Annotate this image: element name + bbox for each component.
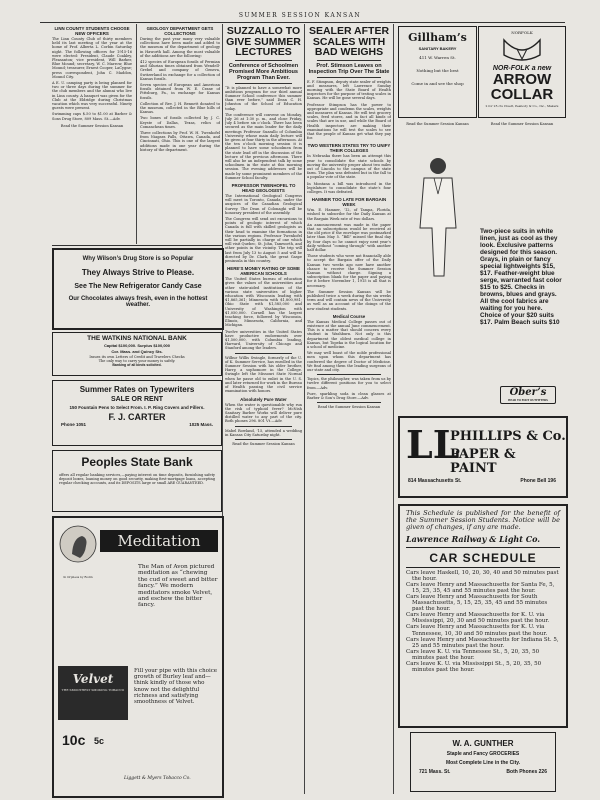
velvet-price: 10c	[62, 732, 86, 748]
schedule-row: Cars leave Henry and Massachusetts for K. U. via Mississippi, 20, 30 and 50 minutes past the hour.	[406, 612, 550, 625]
schedule-row: Cars leave Henry and Massachusetts for K. U. via Tennessee, 10, 30 and 50 minutes past the hour.	[406, 624, 548, 637]
schedule-row: Cars leave K. U. via Tennessee St., 5, 20, 35, 50 minutes past the hour.	[406, 648, 540, 661]
gillham-name: Gillham’s	[408, 31, 467, 44]
peoples-name: Peoples State Bank	[81, 455, 193, 469]
headline-rule	[317, 60, 381, 61]
obers-logo	[500, 386, 556, 404]
wilson-heading: Our Chocolates always fresh, even in the hottest weather.	[68, 296, 208, 308]
wilsons-drug-store-ad	[52, 248, 224, 330]
watkins-line: The only way to carry your money is safely.	[98, 359, 176, 363]
article-paragraph: Wm. E. Hamner, ’12, of Tampa, Florida, wished to subscribe for the Daily Kansan at the Bargain Week rate of two dollars.	[307, 208, 391, 221]
article-paragraph: Wilbur Willis Swingle, formerly of the U. of K. Summer Service, has enrolled in the Summer Session with his older brother, Harry, a sophomore in the College. Swingle left the Missouri State Normal when he passe old to enlist in the U. S. and later returned for work in the Bureau of Health passing the civil service examination with honors.	[225, 355, 302, 394]
phillips-paint-ad	[398, 416, 568, 498]
schedule-row: Cars leave Henry and Massachusetts for Indiana St. 5, 25 and 55 minutes past the hour.	[406, 636, 559, 649]
article-paragraph: Two boxes of fossils collected by J. C. Keyste of Dallas, Texas, relics of Comanchean times.	[140, 116, 220, 129]
article-paragraph: The United States bureau of education gives the values of the universities and other state-aided institutions of the various state universities of higher education with Wisconsin leading with $1,865,361; Minnesota with $1,800,981; Ohio State with $1,585,000 and University of Washington with $1,050,000. Cornell has the largest teaching force, followed by Wisconsin, Illinois, Minnesota, California, and Michigan.	[225, 277, 302, 328]
article-paragraph: Pure, sparkling soda in clean glasses at Barber & Son’s Drug Store.—Adv.	[307, 391, 391, 401]
phillips-name: PAPER & PAINT	[450, 447, 516, 476]
velvet-brand: Velvet	[72, 672, 114, 686]
gunther-name: W. A. GUNTHER	[452, 739, 514, 748]
article-paragraph: Those students who were not financially able to accept the Bargain offer of the Daily Kansan two weeks ago now have another chance to receive the Summer Session Kansan without charge. Signing a subscription blank for the paper and paying for it before November 1, 1915 is all that is necessary.	[307, 254, 391, 288]
watkins-line: Issues its own Letters of Credit and Travelers Checks	[89, 355, 185, 359]
velvet-signature: Liggett & Myers Tobacco Co.	[124, 776, 191, 781]
schedule-row: Cars leave K. U. via Mississippi St., 5, 20, 35, 50 minutes past the hour.	[406, 661, 542, 674]
article-paragraph: “It is planned to have a somewhat more ambitious program for our third annual Summer School conference this summer than ever before,” said Dean C. H. Johnston of the School of Education today.	[225, 85, 302, 111]
column-rule	[304, 24, 305, 794]
headline-linn-county: LINN COUNTY STUDENTS CHOOSE NEW OFFICERS	[54, 26, 130, 36]
carter-phone: Phone 1051	[61, 422, 87, 427]
headline-pure-water: Absolutely Pure Water	[240, 396, 287, 402]
phillips-phone: Phone Bell 196	[520, 478, 556, 484]
column-rule	[136, 24, 137, 244]
watkins-line: Banking of all kinds solicited.	[112, 363, 162, 367]
article-paragraph: The Linn County Club of thirty members held its last meeting of the year at the home of Prof. Alberta L. Corbin Saturday night. The following officers for 1915-16 were elected: President, Claude Coakley, Pleasanton; vice president, Will Barker, Blue Mound; secretary, W. C. Marrow, Blue Mound; treasurer, Ernest Cooper, LaCygne; press correspondent, John C. Maddox, Mound City.	[52, 37, 132, 79]
article-paragraph: In Montana a bill was introduced in the legislature to consolidate the state’s four colleges. It was defeated.	[307, 181, 391, 194]
gunther-groceries-ad	[410, 732, 556, 792]
subhead-conference: Conference of Schoolmen Promised More Ambitious Program Than Ever.	[228, 62, 299, 81]
schedule-row: Cars leave Henry and Massachusetts for Santa Fe, 5, 15, 25, 35, 45 and 55 minutes past the hour.	[406, 581, 555, 594]
article-paragraph: We may well boast of the noble professional men upon whom this department has conferred the degree of Doctor of Medicine. We find among them the leading surgeons of our state and city.	[307, 351, 391, 373]
headline-sealer: SEALER AFTER SCALES WITH BAD WEIGHS	[308, 26, 390, 58]
emblem-caption: In Orpheus by Rodin	[63, 575, 93, 579]
wilson-heading: They Always Strive to Please.	[81, 268, 195, 277]
thinker-emblem	[58, 524, 98, 579]
article-paragraph: In Nebraska there has been an attempt this year to consolidate the state schools by moving the university proper about two miles out of Lincoln to the campus of the state farm. The plan was defeated but in the fall to a popular vote of the state.	[307, 154, 391, 180]
section-rule	[52, 245, 222, 246]
headline-money-rating: HERE’S MONEY RATING OF SOME AMERICAN SCHOOLS	[227, 266, 300, 277]
obers-body: Two-piece suits in white linen, just as cool as they look. Exclusive patterns designed for this season. Grays, in plain or fancy special lightweights $15, $17. Feather-weight blue serge, warranted fast color $15 to $25. Checks in browns, blues and grays. All the cool fabrics are waiting for you here. Choice of your $20 suits $17. Palm Beach suits $10	[480, 228, 562, 326]
column-sealer	[307, 26, 391, 792]
headline-rule	[235, 83, 292, 84]
obers-clothing-ad	[398, 132, 564, 412]
phillips-name: PHILLIPS & Co.	[450, 429, 566, 444]
man-in-suit-illustration	[398, 150, 476, 282]
wilson-heading: See The New Refrigerator Candy Case	[74, 283, 202, 290]
headline-rule	[317, 77, 381, 78]
article-paragraph: Seven species of European and American fossils obtained from W. E. Crane of Pittsburg, Pa., in exchange for Kansas fossils.	[140, 83, 220, 100]
article-paragraph: The Congress will send out excursions to points of geologic interest of which Canada is full with skilled geologists as their head to examine the formations in the various regions. Professor Twenhofel will be partially in charge of one which will visit Quebec, St. John, Tamworth, and other points in the vicinity. The trip will last from July 13 to August 5 and will be directed by Dr. Clark, the great Gaspe peninsula in this country.	[225, 216, 302, 264]
gillham-subtitle: SANITARY BAKERY	[418, 46, 457, 51]
watkins-bank-ad	[52, 332, 222, 376]
article-paragraph: Swimming caps $.50 to $1.00 at Barber & Sons Drug Store, 809 Mass. St.—Adv.	[52, 112, 132, 121]
collar-illustration	[479, 35, 565, 65]
article-paragraph: The Kansas Medical College passes out of existence at the annual June commencement. This is a matter that should concern every student in Washburn. Not only is this department the oldest medical college in Kansas, but Topeka is the logical location for a school of medicine.	[307, 319, 391, 350]
section-rule	[235, 353, 292, 354]
obers-logo-text: Ober’s	[509, 387, 547, 398]
article-paragraph: 412 species of European fossils of Permian and Silurian times obtained from Wendell-Grebel and company of Geneva, Switzerland in exchange for a collection of Kansas fossils.	[140, 60, 220, 81]
read-kansan-note: Read the Summer Session Kansan	[60, 123, 124, 128]
column-geology	[140, 26, 220, 234]
schedule-note: This Schedule is published for the benefit of the Summer Session Students. Notice will be given of changes, if any are made.	[406, 509, 560, 532]
read-kansan-note: Read the Summer Session Kansan	[490, 122, 554, 126]
headline-rule	[235, 60, 292, 61]
gunther-phone: Both Phones 226	[506, 769, 547, 775]
velvet-body: The Man of Avon pictured meditation as “chewing the cud of sweet and bitter fancy.” We modern meditators smoke Velvet, and eschew the bitter fancy.	[138, 564, 218, 609]
article-paragraph: The Summer Session Kansan will be published twice a week during the six weeks term and will contain news of the University as well as an account of the doings of the new student students.	[307, 289, 391, 311]
schedule-row: Cars leave Haskell, 10, 20, 30, 40 and 50 minutes past the hour.	[406, 569, 559, 582]
wilson-heading: Why Wilson’s Drug Store is so Popular	[82, 256, 194, 262]
peoples-body: offers all regular banking services,—paying interest on time deposits, furnishing safety deposit boxes, loaning money on good security, making first-mortgage loans, accepting regular checking accounts, and its DEPOSITS large or small ARE GUARANTEED.	[59, 473, 215, 485]
article-paragraph: E. F. Stimpson, deputy state sealer of weights and measures, left Lawrence Sunday morning with the State Board of Health inspectors for the purpose of testing scales in Kansas. He will be gone several days.	[307, 79, 391, 101]
article-paragraph: When the water is questionable why run the risk of typhoid fever? McNish Sanitary Barber Works will deliver pure distilled water to any part of the city. Both phones 296. 801 Vt.—Adv.	[225, 402, 302, 424]
section-rule	[317, 402, 381, 403]
carter-heading: Summer Rates on Typewriters	[79, 385, 195, 394]
article-paragraph: Collection of Rev. J. H. Bennett donated to the museum, collected in the Blue hills of Kansas.	[140, 101, 220, 115]
schedule-title: CAR SCHEDULE	[429, 550, 537, 565]
masthead-rule	[40, 22, 565, 23]
thinker-icon	[58, 524, 98, 572]
article-paragraph: During the past year many very valuable collections have been made and added to the museum of the department of geology in Haworth hall. Among the most valuable of the additions are the following:	[140, 37, 220, 58]
read-kansan-note: Read the Summer Session Kansan	[317, 405, 381, 410]
headline-hamner: HAMNER TOO LATE FOR BARGAIN WEEK	[311, 197, 387, 208]
section-rule	[235, 426, 292, 427]
column-linn-county	[52, 26, 132, 234]
watkins-name: THE WATKINS NATIONAL BANK	[87, 335, 187, 342]
arrow-footer: 2 for 25 cts Cluett, Peabody & Co., Inc., Makers	[485, 104, 559, 108]
article-paragraph: A E. U. camping party is being planned for two or three days during the summer for the club members and the alumni who live in Linn county. A banquet was given for the Club at the Eldridge during Christmas vacation which was very successful. Ninety guests were present.	[52, 81, 132, 111]
subhead-stimson: Prof. Stimson Leaves on Inspection Trip Over The State	[308, 62, 390, 75]
carter-typewriter-ad	[52, 380, 222, 446]
velvet-price: 5c	[94, 736, 105, 746]
schedule-row: Cars leave Henry and Massachusetts for South Massachusetts, 5, 15, 25, 35, 45 and 55 minutes past the hour.	[406, 593, 548, 613]
gillham-line: Nothing but the best	[416, 68, 459, 73]
velvet-tin-image	[58, 666, 128, 720]
section-rule	[235, 439, 292, 440]
gunther-subtitle: Staple and Fancy GROCERIES	[446, 751, 520, 757]
arrow-title: COLLAR	[490, 86, 554, 103]
carter-heading: SALE OR RENT	[110, 396, 164, 403]
read-kansan-note: Read the Summer Session Kansan	[406, 122, 469, 126]
article-paragraph: Mabel Rowland, ’15, attended a wedding in Kansas City Saturday night.	[225, 428, 302, 437]
velvet-brand-subtitle: THE SMOOTHEST SMOKING TOBACCO	[61, 688, 125, 692]
velvet-tobacco-ad	[52, 516, 224, 798]
headline-medical-course: Medical Course	[332, 313, 366, 319]
read-kansan-note: Read the Summer Session Kansan	[232, 441, 295, 446]
schedule-list	[400, 568, 566, 674]
gillham-address: 411 W. Warren St.	[419, 55, 456, 60]
article-paragraph: Professor Stimpson has the power to appropriate and condemn the scales, weights and measures of Kansas. He will test grocery scales, feed stores, and in fact all kinds of scales that are in use, and while the Board of Health inspectors are making their examinations he will test the scales to see that the people of Kansas get what they pay for.	[307, 102, 391, 141]
phillips-monogram: LL	[406, 422, 460, 467]
headline-geology: GEOLOGY DEPARTMENT GETS COLLECTIONS	[146, 26, 214, 36]
gillham-line: Come in and see the shop	[411, 81, 464, 86]
article-paragraph: An announcement was made in the paper that no subscriptions would be received at the old price if the envelope was postmarked later than May 5. “Bill” missed the final day by four days so he cannot enjoy next year’s daily without “coming through” with another half dollar.	[307, 222, 391, 252]
article-paragraph: Three collections by Prof. W. H. Twenhofel from Niagara Falls, Ottawa, Canada, and Cincinnati, Ohio. This is one of the largest additions made in one year during the history of the department.	[140, 131, 220, 152]
gunther-address: 721 Mass. St.	[419, 769, 451, 775]
article-paragraph: Twelve universities in the United States have productive endowments over $1,500,000, with Columbia leading, Harvard, University of Chicago and Stanford among the leaders.	[225, 329, 302, 351]
headline-twenhofel: PROFESSOR TWENHOFEL TO HEAD GEOLOGISTS	[231, 182, 296, 193]
column-suzzallo	[225, 26, 302, 792]
article-paragraph: The conference will convene on Monday, July 26 at 1:30 p. m., and close Friday, July 4 before six o’clock. There has been secured as the main leader for the daily meetings Professor Suzzallo of Columbia University whose main daily lecture will be given at four thirty in the afternoon. At the ten o’clock morning session it is planned to have some schoolmen from the state lead off in the discussion of the lecture of the previous afternoon. There will also be an independent talk by some schoolmen in the state at this morning session. The evening addresses will be made by some prominent members of the Summer School faculty.	[225, 112, 302, 180]
watkins-capital: Capital $100,000. Surplus $100,000	[103, 343, 171, 348]
arrow-brand: NORFOLK	[511, 30, 533, 35]
masthead: SUMMER SESSION KANSAN	[238, 12, 362, 19]
column-rule	[393, 24, 394, 794]
article-paragraph: Topics, the philosopher, was taken from us by twelve different positions for you to select from.—Adv.	[307, 377, 391, 390]
headline-western-states: TWO WESTERN STATES TRY TO UNIFY THEIR COLLEGES	[307, 143, 391, 154]
phillips-address: 814 Massachusetts St.	[408, 478, 462, 484]
headline-suzzallo: SUZZALLO TO GIVE SUMMER LECTURES	[226, 26, 301, 58]
car-schedule	[398, 504, 568, 728]
schedule-company: Lawrence Railway & Light Co.	[406, 533, 541, 544]
arrow-collar-ad	[478, 26, 566, 118]
carter-address: 1025 Mass.	[189, 422, 213, 427]
carter-heading: 150 Fountain Pens to Select From. I. P. Ring Covers and Fillers.	[69, 405, 205, 410]
gillham-bakery-ad	[398, 26, 477, 118]
arrow-tagline: NOR-FOLK a new	[492, 65, 552, 72]
gunther-line: Most Complete Line in the City.	[445, 760, 521, 766]
carter-name: F. J. CARTER	[108, 412, 166, 422]
watkins-address: Cor. Mass. and Quincy Sts.	[111, 349, 163, 354]
section-rule	[317, 374, 381, 375]
article-paragraph: The International Geological Congress will meet in Toronto, Canada, under the auspices of the Canadian Geological Survey. The Dean of Colonaghi will be honorary president of the assembly.	[225, 193, 302, 215]
peoples-bank-ad	[52, 450, 222, 512]
obers-logo-subtitle: HEAD TO FOOT OUTFITTERS	[508, 399, 548, 402]
meditation-title: Meditation	[100, 530, 218, 552]
velvet-body: Fill your pipe with this choice growth of Burley leaf and—think kindly of those who know not the delightful richness and satisfying smoothness of Velvet.	[134, 668, 218, 706]
arrow-title: ARROW	[492, 71, 552, 88]
